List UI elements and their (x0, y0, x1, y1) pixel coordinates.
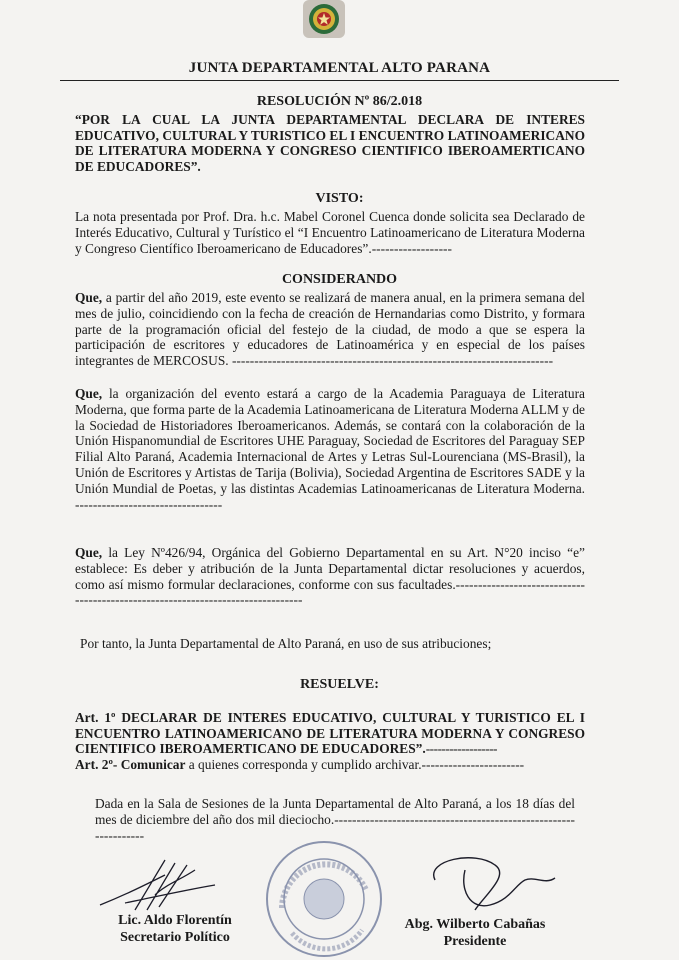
right-signatory (375, 916, 575, 950)
considerando-text: a partir del año 2019, este evento se realizará de manera anual, en la primera semana del mes de julio, coincidiendo con la fecha de creación de Hernandarias como Distrito, y formara parte de la programación oficial del festejo de la ciudad, de modo a que se espera la participación de escritores y educadores de Latinoamérica y en especial de los países integrantes de MERCOSUS. ------------------------------------------------------------------------ (75, 290, 585, 369)
resolution-subject: “POR LA CUAL LA JUNTA DEPARTAMENTAL DECLARA DE INTERES EDUCATIVO, CULTURAL Y TURISTICO EL I ENCUENTRO LATINOAMERICANO DE LITERATURA MODERNA Y CONGRESO CIENTIFICO IBEROAMERTICANO DE EDUCADORES”. (75, 112, 585, 174)
right-signatory-name: Abg. Wilberto Cabañas (404, 917, 546, 932)
article-1 (75, 710, 585, 757)
article-1-text: Art. 1º DECLARAR DE INTERES EDUCATIVO, CULTURAL Y TURISTICO EL I ENCUENTRO LATINOAMERICANO DE LITERATURA MODERNA Y CONGRESO CIENTIFICO IBEROAMERTICANO DE EDUCADORES”. (75, 710, 585, 756)
article-2-lead: Art. 2º- Comunicar (75, 757, 186, 772)
left-signatory-role: Secretario Político (120, 930, 230, 945)
official-stamp (262, 838, 387, 960)
visto-heading: VISTO: (315, 191, 364, 206)
considerando-text: la organización del evento estará a cargo de la Academia Paraguaya de Literatura Moderna, que forma parte de la Academia Latinoamericana de Literatura Moderna ALLM y de la Sociedad de Historiadores Iberoamericanos. Además, se contará con la colaboración de la Unión Hispanomundial de Escritores UHE Paraguay, Sociedad de Escritores del Paraguay SEP Filial Alto Paraná, Academia Internacional de Artes y Letras Sul-Lourenciana (MS-Brasil), la Unión de Escritores y Artistas de Tarija (Bolivia), Sociedad Argentina de Escritores SADE y la Unión Mundial de Poetas, y las distintas Academias Latinoamericanas de Literatura Moderna. --------------------------------- (75, 386, 585, 512)
considerando-heading: CONSIDERANDO (281, 272, 398, 287)
article-2 (75, 757, 585, 773)
left-signature (95, 855, 225, 915)
right-signature (415, 850, 565, 925)
considerando-paragraph-2 (75, 386, 585, 512)
resuelve-heading: RESUELVE: (300, 677, 379, 692)
left-signatory (90, 912, 260, 946)
por-tanto-text: Por tanto, la Junta Departamental de Alto Paraná, en uso de sus atribuciones; (80, 636, 492, 651)
considerando-text: la Ley Nº426/94, Orgánica del Gobierno Departamental en su Art. N°20 inciso “e” establece: Es deber y atribución de la Junta Departamental dictar resoluciones y acuerdos, como así mismo formular declaraciones, conforme con sus facultades.-------------------------------------------------------------------------------- (75, 545, 585, 608)
considerando-lead: Que, (75, 545, 103, 560)
visto-text: La nota presentada por Prof. Dra. h.c. Mabel Coronel Cuenca donde solicita sea Declarado de Interés Educativo, Cultural y Turístico el “I Encuentro Latinoamericano de Literatura Moderna y Congreso Científico Iberoamericano de Educadores”.------------------ (75, 209, 585, 256)
considerando-paragraph-1 (75, 290, 585, 369)
article-2-text: a quienes corresponda y cumplido archivar. (185, 757, 422, 772)
resolution-number: RESOLUCIÓN Nº 86/2.018 (256, 94, 423, 109)
considerando-lead: Que, (75, 386, 103, 401)
article-1-dashes: ------------------ (425, 741, 497, 756)
right-signatory-role: Presidente (443, 934, 507, 949)
national-seal-emblem (302, 0, 346, 40)
dada-text: Dada en la Sala de Sesiones de la Junta Departamental de Alto Paraná, a los 18 días del mes de diciembre del año dos mil dieciocho.----------------------------------------------------------------- (95, 796, 575, 843)
header-divider (60, 80, 619, 81)
institution-title: JUNTA DEPARTAMENTAL ALTO PARANA (188, 60, 491, 76)
considerando-paragraph-3 (75, 545, 585, 608)
article-2-dashes: ----------------------- (421, 757, 525, 772)
left-signatory-name: Lic. Aldo Florentín (118, 913, 232, 928)
considerando-lead: Que, (75, 290, 103, 305)
